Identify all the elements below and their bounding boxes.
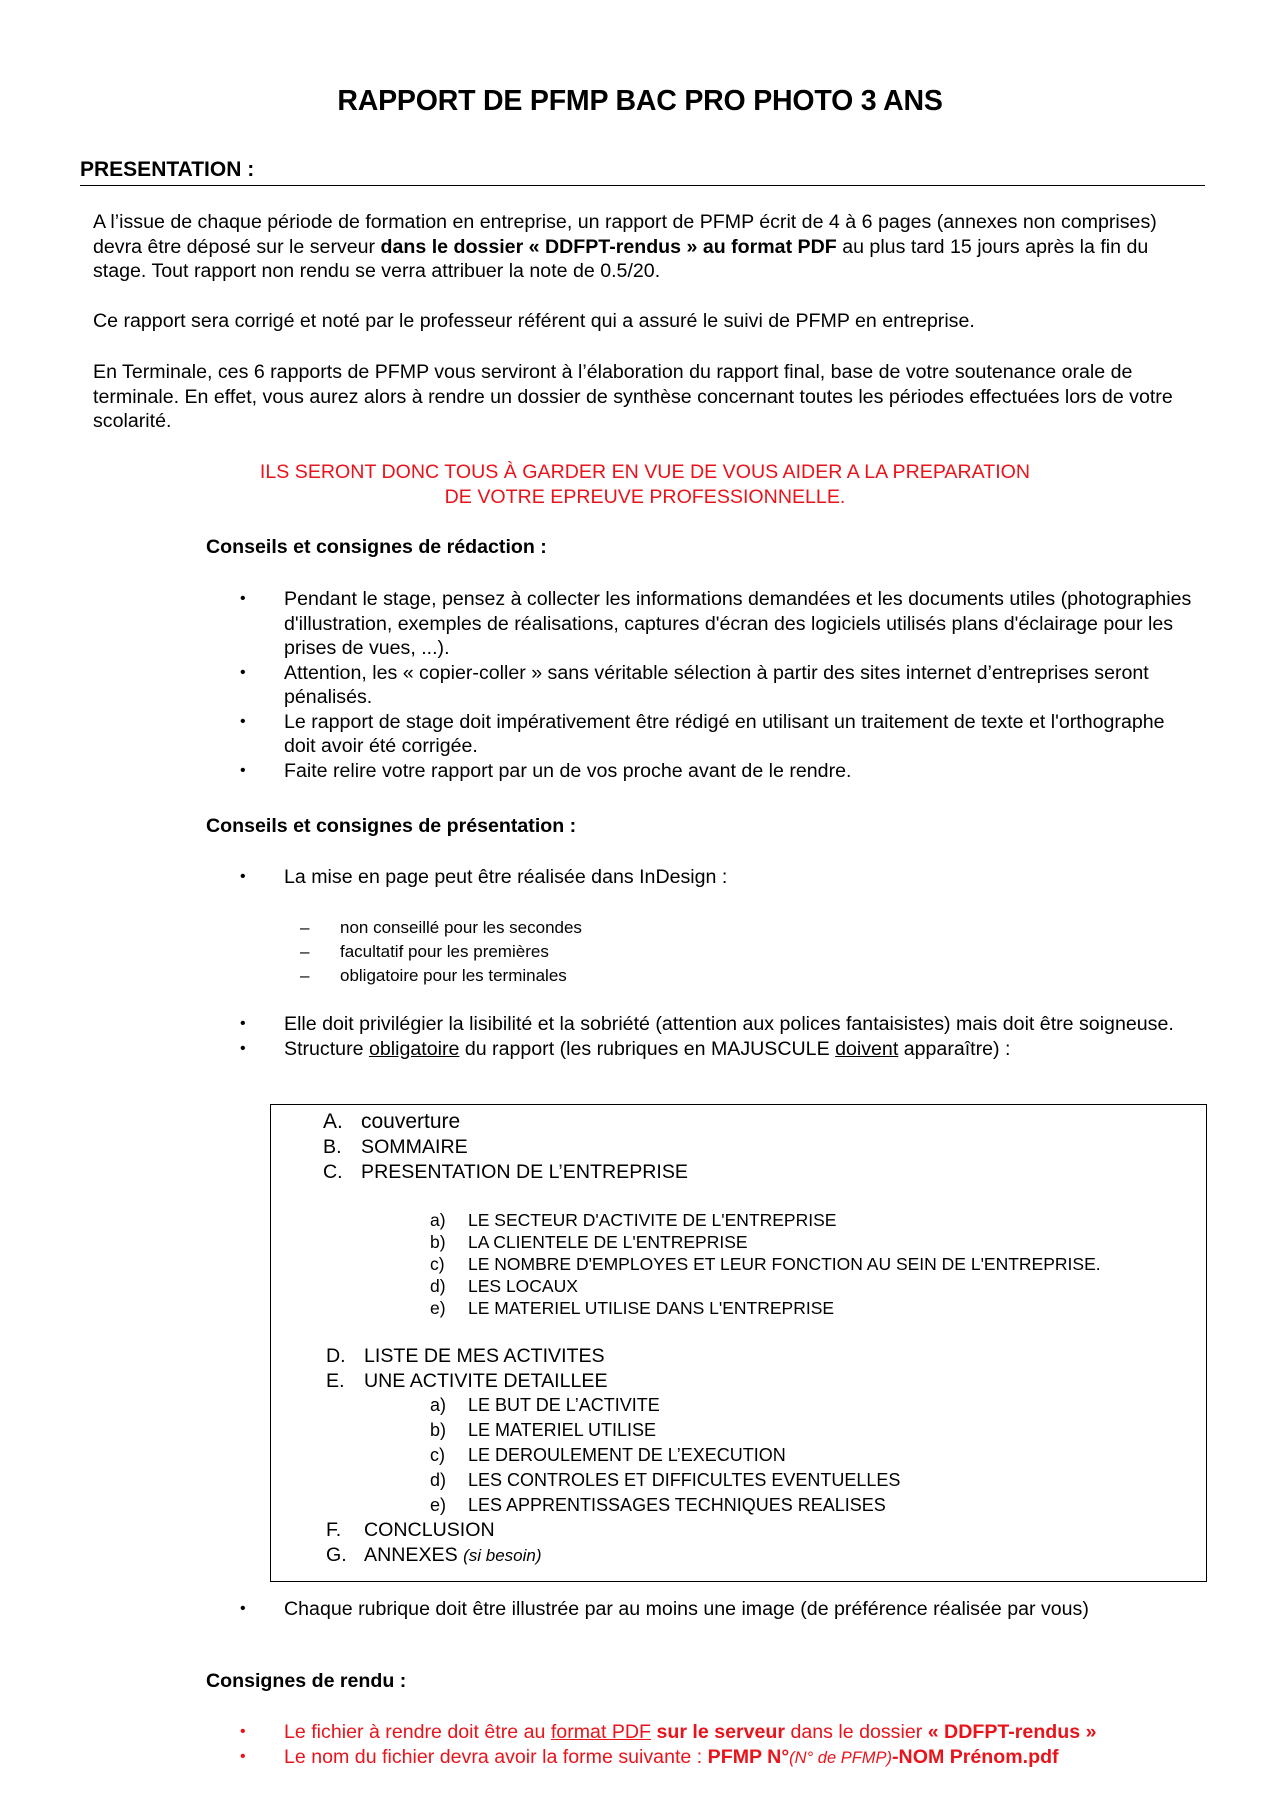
list-item: – obligatoire pour les terminales <box>300 964 582 988</box>
warning-line-1: ILS SERONT DONC TOUS À GARDER EN VUE DE VOUS AIDER A LA PREPARATION <box>259 461 1031 483</box>
list-item: • Le nom du fichier devra avoir la forme suivante : PFMP N°(N° de PFMP)-NOM Prénom.pdf <box>240 1745 1200 1771</box>
section-heading: PRESENTATION : <box>80 158 1205 186</box>
list-item: • Attention, les « copier-coller » sans véritable sélection à partir des sites internet d’entreprises seront pénalisés. <box>240 661 1200 710</box>
list-item: a) LE SECTEUR D'ACTIVITE DE L'ENTREPRISE <box>430 1210 837 1230</box>
intro-paragraph-1: A l’issue de chaque période de formation en entreprise, un rapport de PFMP écrit de 4 à 6 pages (annexes non comprises) devra être déposé sur le serveur dans le dossier « DDFPT-rendus » au format PDF au plus tard 15 jours après la fin du stage. Tout rapport non rendu se verra attribuer la note de 0.5/20. <box>93 211 1157 282</box>
presentation-list <box>240 1012 1200 1061</box>
structure-item-c: C. PRESENTATION DE L’ENTREPRISE <box>323 1161 688 1183</box>
list-item: c) LE DEROULEMENT DE L’EXECUTION <box>430 1445 786 1465</box>
presentation-heading: Conseils et consignes de présentation : <box>206 815 577 837</box>
intro-paragraph-2: Ce rapport sera corrigé et noté par le professeur référent qui a assuré le suivi de PFMP en entreprise. <box>93 310 975 332</box>
illustration-list <box>240 1597 1200 1622</box>
structure-item-d: D. LISTE DE MES ACTIVITES <box>326 1345 605 1367</box>
intro-bold-folder: dans le dossier « DDFPT-rendus » au format PDF <box>380 235 837 258</box>
structure-item-b: B. SOMMAIRE <box>323 1136 468 1158</box>
structure-e-sublist <box>430 1393 900 1518</box>
structure-item-g: G. ANNEXES (si besoin) <box>326 1544 542 1566</box>
list-item: d) LES LOCAUX <box>430 1276 578 1296</box>
page-title: RAPPORT DE PFMP BAC PRO PHOTO 3 ANS <box>337 85 943 117</box>
list-item: • Elle doit privilégier la lisibilité et la sobriété (attention aux polices fantaisistes) mais doit être soigneuse. <box>240 1012 1200 1037</box>
structure-item-f: F. CONCLUSION <box>326 1519 495 1541</box>
list-item: e) LES APPRENTISSAGES TECHNIQUES REALISES <box>430 1495 886 1515</box>
structure-item-a: A. couverture <box>323 1110 461 1133</box>
intro-paragraph-3: En Terminale, ces 6 rapports de PFMP vous serviront à l’élaboration du rapport final, base de votre soutenance orale de terminale. En effet, vous aurez alors à rendre un dossier de synthèse concernant toutes les périodes effectuées lors de votre scolarité. <box>93 361 1173 432</box>
list-item: e) LE MATERIEL UTILISE DANS L'ENTREPRISE <box>430 1298 835 1318</box>
list-item: • Structure obligatoire du rapport (les rubriques en MAJUSCULE doivent apparaître) : <box>240 1037 1200 1062</box>
structure-c-sublist <box>430 1209 1101 1319</box>
list-item: • Chaque rubrique doit être illustrée par au moins une image (de préférence réalisée par vous) <box>240 1597 1200 1622</box>
list-item: – non conseillé pour les secondes <box>300 916 582 940</box>
list-item: – facultatif pour les premières <box>300 940 582 964</box>
list-item: b) LE MATERIEL UTILISE <box>430 1420 657 1440</box>
redaction-list <box>240 587 1200 783</box>
indesign-levels-list <box>300 916 582 988</box>
redaction-heading: Conseils et consignes de rédaction : <box>206 536 547 558</box>
warning-line-2: DE VOTRE EPREUVE PROFESSIONNELLE. <box>444 485 846 508</box>
warning-notice <box>0 460 1280 509</box>
rendu-heading: Consignes de rendu : <box>206 1670 407 1692</box>
list-item: b) LA CLIENTELE DE L'ENTREPRISE <box>430 1232 748 1252</box>
structure-item-e: E. UNE ACTIVITE DETAILLEE <box>326 1370 608 1392</box>
list-item: • Le fichier à rendre doit être au format PDF sur le serveur dans le dossier « DDFPT-rendus » <box>240 1720 1200 1745</box>
list-item: • Le rapport de stage doit impérativement être rédigé en utilisant un traitement de texte et l'orthographe doit avoir été corrigée. <box>240 710 1200 759</box>
rendu-list <box>240 1720 1200 1770</box>
list-item: d) LES CONTROLES ET DIFFICULTES EVENTUELLES <box>430 1470 901 1490</box>
list-item: c) LE NOMBRE D'EMPLOYES ET LEUR FONCTION AU SEIN DE L'ENTREPRISE. <box>430 1254 1101 1274</box>
indesign-list <box>240 865 1200 890</box>
list-item: a) LE BUT DE L’ACTIVITE <box>430 1395 660 1415</box>
list-item: • Pendant le stage, pensez à collecter les informations demandées et les documents utiles (photographies d'illustration, exemples de réalisations, captures d'écran des logiciels utilisés plans d'éclairage pour les prises de vues, ...). <box>240 587 1200 661</box>
list-item: • Faite relire votre rapport par un de vos proche avant de le rendre. <box>240 759 1200 784</box>
list-item: • La mise en page peut être réalisée dans InDesign : <box>240 865 1200 890</box>
